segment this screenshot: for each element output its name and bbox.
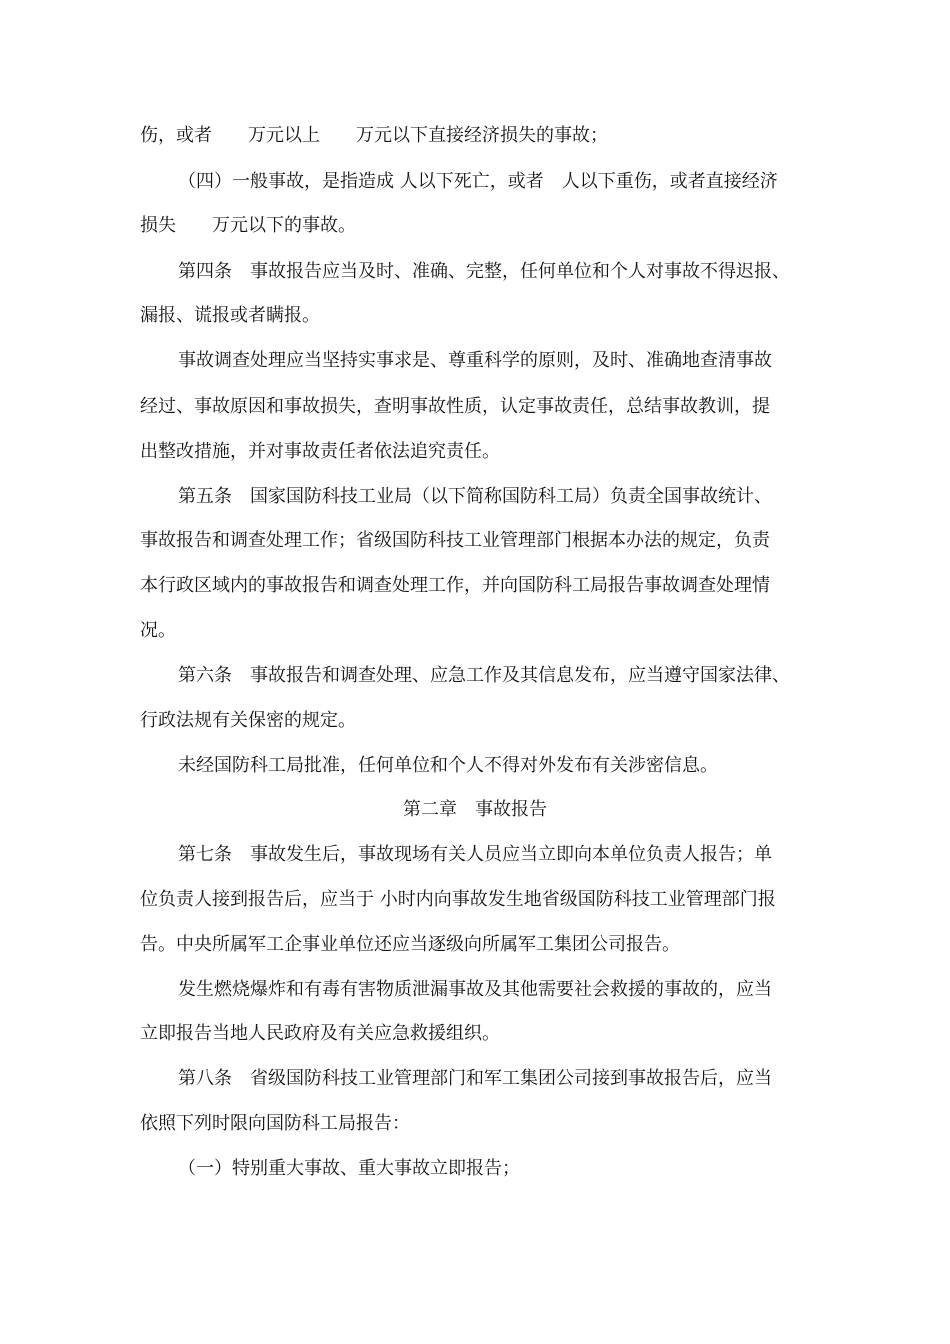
text-line: 第六条 事故报告和调查处理、应急工作及其信息发布，应当遵守国家法律、 xyxy=(178,665,790,686)
text-line: 第八条 省级国防科技工业管理部门和军工集团公司接到事故报告后，应当 xyxy=(178,1068,772,1089)
text-line: 伤，或者 万元以上 万元以下直接经济损失的事故； xyxy=(140,125,608,146)
text-line: 发生燃烧爆炸和有毒有害物质泄漏事故及其他需要社会救援的事故的，应当 xyxy=(178,979,772,1000)
text-line: 第五条 国家国防科技工业局（以下简称国防科工局）负责全国事故统计、 xyxy=(178,486,772,507)
text-line: 第四条 事故报告应当及时、准确、完整，任何单位和个人对事故不得迟报、 xyxy=(178,261,790,282)
text-line: 事故调查处理应当坚持实事求是、尊重科学的原则，及时、准确地查清事故 xyxy=(178,350,772,371)
text-line: 位负责人接到报告后，应当于 小时内向事故发生地省级国防科技工业管理部门报 xyxy=(140,889,776,910)
chapter-heading: 第二章 事故报告 xyxy=(403,799,547,820)
text-line: 本行政区域内的事故报告和调查处理工作，并向国防科工局报告事故调查处理情 xyxy=(140,575,770,596)
text-line: 告。中央所属军工企事业单位还应当逐级向所属军工集团公司报告。 xyxy=(140,934,680,955)
text-line: 经过、事故原因和事故损失，查明事故性质，认定事故责任，总结事故教训，提 xyxy=(140,396,770,417)
text-line: 损失 万元以下的事故。 xyxy=(140,215,356,236)
text-line: 依照下列时限向国防科工局报告： xyxy=(140,1113,410,1134)
text-line: 出整改措施，并对事故责任者依法追究责任。 xyxy=(140,441,500,462)
text-line: 未经国防科工局批准，任何单位和个人不得对外发布有关涉密信息。 xyxy=(178,755,718,776)
text-line: 事故报告和调查处理工作；省级国防科技工业管理部门根据本办法的规定，负责 xyxy=(140,530,770,551)
text-line: （四）一般事故，是指造成 人以下死亡，或者 人以下重伤，或者直接经济 xyxy=(178,171,778,192)
text-line: 行政法规有关保密的规定。 xyxy=(140,710,356,731)
text-line: 第七条 事故发生后，事故现场有关人员应当立即向本单位负责人报告；单 xyxy=(178,844,772,865)
text-line: 立即报告当地人民政府及有关应急救援组织。 xyxy=(140,1023,500,1044)
text-line: 况。 xyxy=(140,620,176,641)
text-line: 漏报、谎报或者瞒报。 xyxy=(140,305,320,326)
text-line: （一）特别重大事故、重大事故立即报告； xyxy=(178,1158,520,1179)
